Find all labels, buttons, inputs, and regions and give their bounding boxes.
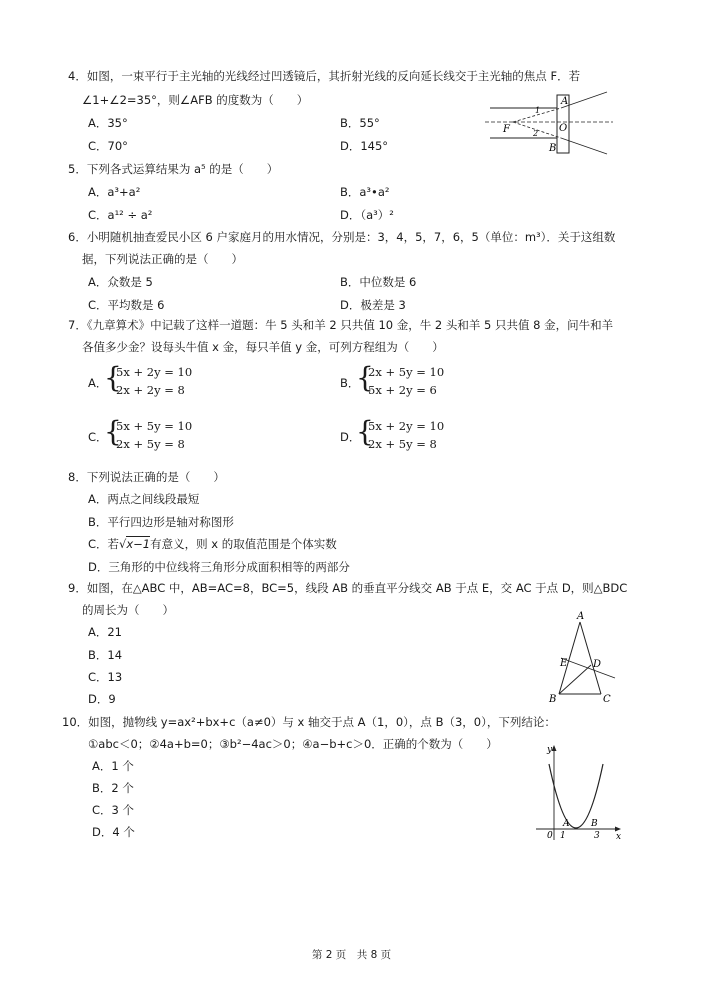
q10-stem-line1: 10．如图，抛物线 y=ax²+bx+c（a≠0）与 x 轴交于点 A（1，0），点 B（3，0），下列结论： bbox=[62, 715, 556, 729]
q7-option-b-label: B． bbox=[340, 376, 360, 390]
q5-stem: 5．下列各式运算结果为 a⁵ 的是（ ） bbox=[68, 162, 279, 176]
q10-option-b: B．2 个 bbox=[92, 781, 134, 795]
q6-option-d: D．极差是 3 bbox=[340, 298, 406, 312]
q4-option-b: B．55° bbox=[340, 116, 380, 130]
q7-option-a-system bbox=[116, 365, 192, 397]
q7-c-eq1: 5x + 5y = 10 bbox=[116, 419, 193, 433]
q8-stem: 8．下列说法正确的是（ ） bbox=[68, 470, 225, 484]
q7-a-eq1: 5x + 2y = 10 bbox=[116, 365, 193, 379]
q7-option-b-brace: { bbox=[356, 361, 374, 394]
q7-option-b-system bbox=[368, 365, 444, 397]
label-one: 1 bbox=[560, 831, 566, 841]
q7-stem-line1: 7．《九章算术》中记载了这样一道题：牛 5 头和羊 2 只共值 10 金，牛 2 头和羊 5 只共值 8 金，问牛和羊 bbox=[68, 318, 614, 332]
q6-stem-line2: 据，下列说法正确的是（ ） bbox=[82, 252, 243, 266]
label-angle-1: 1 bbox=[535, 106, 541, 115]
label-point-b: B bbox=[591, 819, 598, 829]
q7-option-a-label: A． bbox=[88, 376, 108, 390]
q7-b-eq1: 2x + 5y = 10 bbox=[368, 365, 445, 379]
q6-option-c: C．平均数是 6 bbox=[88, 298, 165, 312]
q9-option-d: D．9 bbox=[88, 692, 116, 706]
label-b: B bbox=[549, 143, 557, 154]
q4-stem-line1: 4．如图，一束平行于主光轴的光线经过凹透镜后，其折射光线的反向延长线交于主光轴的焦点 F．若 bbox=[68, 69, 581, 83]
q5-option-a: A．a³+a² bbox=[88, 185, 141, 199]
q10-option-d: D．4 个 bbox=[92, 825, 135, 839]
q5-option-d: D．（a³）² bbox=[340, 208, 394, 222]
q4-option-c: C．70° bbox=[88, 139, 128, 153]
label-b: B bbox=[549, 694, 557, 705]
label-x: x bbox=[616, 832, 622, 842]
q10-stem-line2: ①abc＜0；②4a+b=0；③b²−4ac＞0；④a−b+c＞0．正确的个数为（ ） bbox=[88, 737, 498, 751]
label-f: F bbox=[503, 124, 510, 135]
q4-stem-line2: ∠1+∠2=35°，则∠AFB 的度数为（ ） bbox=[82, 93, 309, 107]
q6-stem-line1: 6．小明随机抽查爱民小区 6 户家庭月的用水情况，分别是：3，4，5，7，6，5（单位：m³）．关于这组数 bbox=[68, 230, 616, 244]
q9-option-c: C．13 bbox=[88, 670, 123, 684]
refracted-ray-bottom bbox=[561, 138, 607, 154]
sqrt-icon: √ bbox=[119, 537, 127, 551]
q8-c-radicand: x−1 bbox=[126, 537, 151, 551]
q6-option-a: A．众数是 5 bbox=[88, 275, 153, 289]
q7-option-a-brace: { bbox=[104, 361, 122, 394]
q8-option-a: A．两点之间线段最短 bbox=[88, 492, 200, 506]
q7-option-c-label: C． bbox=[88, 430, 108, 444]
label-a: A bbox=[577, 611, 585, 622]
q4-option-a: A．35° bbox=[88, 116, 128, 130]
q5-option-c: C．a¹² ÷ a² bbox=[88, 208, 153, 222]
x-axis-arrow-icon bbox=[615, 827, 621, 832]
label-a: A bbox=[561, 96, 569, 107]
q10-option-c: C．3 个 bbox=[92, 803, 135, 817]
q9-triangle-figure bbox=[545, 612, 620, 704]
q7-b-eq2: 5x + 2y = 6 bbox=[368, 383, 437, 397]
q10-option-a: A．1 个 bbox=[92, 759, 134, 773]
q5-option-b: B．a³•a² bbox=[340, 185, 390, 199]
q7-d-eq1: 5x + 2y = 10 bbox=[368, 419, 445, 433]
label-point-a: A bbox=[563, 819, 570, 829]
q7-stem-line2: 各值多少金？设每头牛值 x 金，每只羊值 y 金，可列方程组为（ ） bbox=[82, 340, 444, 354]
q8-c-prefix: C．若 bbox=[88, 537, 120, 551]
q8-option-c bbox=[88, 537, 337, 551]
y-axis-arrow-icon bbox=[552, 745, 557, 751]
q7-option-d-system bbox=[368, 419, 444, 451]
q8-option-d: D．三角形的中位线将三角形分成面积相等的两部分 bbox=[88, 560, 350, 574]
q7-d-eq2: 2x + 5y = 8 bbox=[368, 437, 437, 451]
q9-stem-line1: 9．如图，在△ABC 中，AB=AC=8，BC=5，线段 AB 的垂直平分线交 AB 于点 E，交 AC 于点 D，则△BDC bbox=[68, 581, 628, 595]
q7-c-eq2: 2x + 5y = 8 bbox=[116, 437, 185, 451]
label-origin: 0 bbox=[547, 831, 553, 841]
side-ac bbox=[580, 622, 601, 694]
label-d: D bbox=[593, 659, 602, 670]
page-footer: 第 2 页 共 8 页 bbox=[311, 949, 392, 961]
q9-option-b: B．14 bbox=[88, 648, 123, 662]
q7-a-eq2: 2x + 2y = 8 bbox=[116, 383, 185, 397]
q8-option-b: B．平行四边形是轴对称图形 bbox=[88, 515, 234, 529]
label-e: E bbox=[560, 658, 568, 669]
label-y: y bbox=[547, 745, 553, 755]
q8-c-suffix: 有意义，则 x 的取值范围是个体实数 bbox=[150, 537, 337, 551]
q7-option-d-brace: { bbox=[356, 415, 374, 448]
q7-option-c-system bbox=[116, 419, 192, 451]
label-angle-2: 2 bbox=[533, 129, 539, 138]
label-c: C bbox=[603, 694, 611, 705]
q7-option-d-label: D． bbox=[340, 430, 361, 444]
q10-parabola-figure bbox=[532, 742, 627, 842]
label-o: O bbox=[559, 123, 568, 134]
label-three: 3 bbox=[594, 831, 600, 841]
q7-option-c-brace: { bbox=[104, 415, 122, 448]
q6-option-b: B．中位数是 6 bbox=[340, 275, 417, 289]
q9-option-a: A．21 bbox=[88, 625, 123, 639]
q4-option-d: D．145° bbox=[340, 139, 389, 153]
q4-lens-figure bbox=[485, 90, 615, 160]
segment-bd bbox=[559, 665, 591, 694]
q9-stem-line2: 的周长为（ ） bbox=[82, 603, 174, 617]
